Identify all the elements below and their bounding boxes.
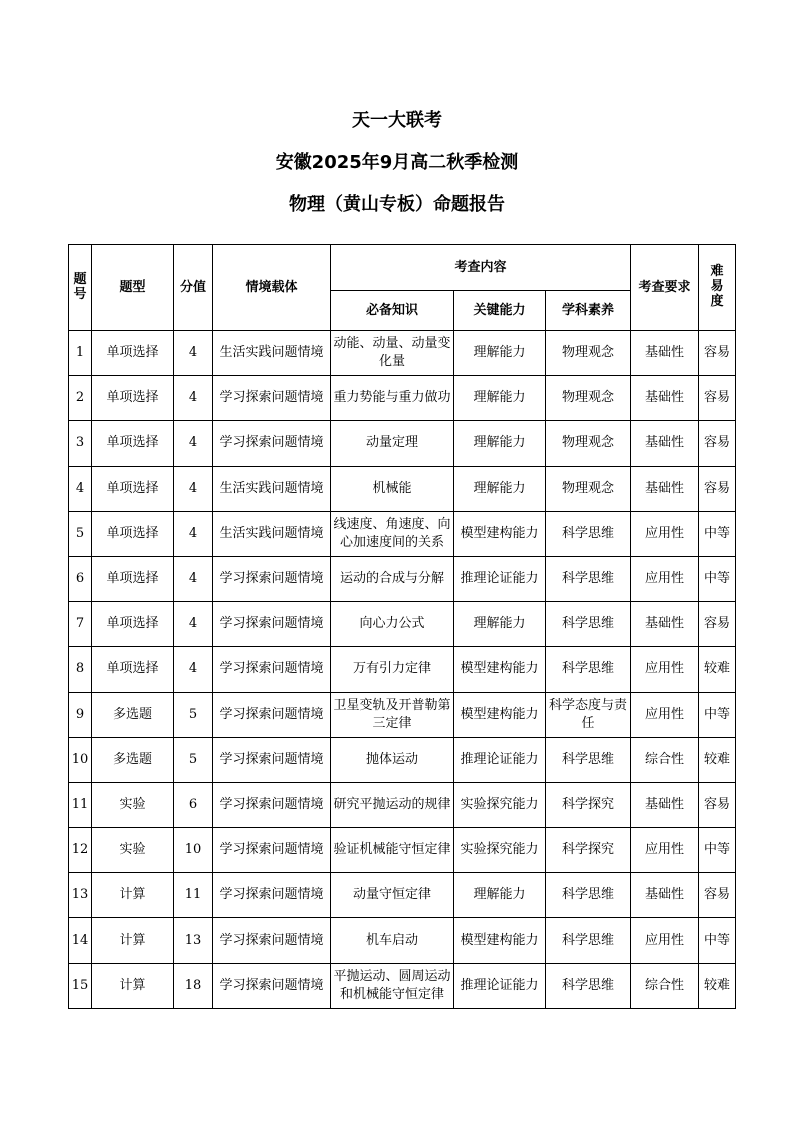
cell-requirement: 应用性 — [631, 918, 699, 963]
cell-score: 18 — [174, 963, 213, 1008]
cell-knowledge: 线速度、角速度、向心加速度间的关系 — [331, 511, 454, 556]
cell-type: 单项选择 — [92, 376, 174, 421]
cell-type: 单项选择 — [92, 331, 174, 376]
cell-knowledge: 研究平抛运动的规律 — [331, 782, 454, 827]
cell-requirement: 基础性 — [631, 466, 699, 511]
cell-difficulty: 容易 — [699, 602, 736, 647]
cell-ability: 理解能力 — [454, 602, 546, 647]
cell-number: 5 — [69, 511, 92, 556]
cell-number: 13 — [69, 873, 92, 918]
cell-number: 3 — [69, 421, 92, 466]
cell-context: 学习探索问题情境 — [213, 918, 331, 963]
cell-number: 8 — [69, 647, 92, 692]
header-content-group: 考查内容 — [331, 245, 631, 291]
cell-ability: 推理论证能力 — [454, 556, 546, 601]
header-context: 情境载体 — [213, 245, 331, 331]
header-score: 分值 — [174, 245, 213, 331]
cell-number: 11 — [69, 782, 92, 827]
cell-literacy: 科学探究 — [546, 828, 631, 873]
cell-knowledge: 向心力公式 — [331, 602, 454, 647]
cell-literacy: 物理观念 — [546, 331, 631, 376]
cell-requirement: 基础性 — [631, 421, 699, 466]
cell-literacy: 科学思维 — [546, 511, 631, 556]
header-number: 题号 — [69, 245, 92, 331]
cell-knowledge: 动量守恒定律 — [331, 873, 454, 918]
cell-literacy: 科学探究 — [546, 782, 631, 827]
cell-ability: 模型建构能力 — [454, 692, 546, 737]
table-row — [69, 602, 736, 647]
cell-difficulty: 容易 — [699, 421, 736, 466]
header-knowledge: 必备知识 — [331, 291, 454, 331]
cell-requirement: 应用性 — [631, 511, 699, 556]
cell-difficulty: 中等 — [699, 828, 736, 873]
table-row — [69, 692, 736, 737]
cell-number: 7 — [69, 602, 92, 647]
cell-number: 2 — [69, 376, 92, 421]
cell-type: 单项选择 — [92, 556, 174, 601]
cell-number: 14 — [69, 918, 92, 963]
cell-difficulty: 中等 — [699, 692, 736, 737]
header-difficulty: 难易度 — [699, 245, 736, 331]
cell-type: 单项选择 — [92, 421, 174, 466]
cell-difficulty: 中等 — [699, 511, 736, 556]
table-row — [69, 466, 736, 511]
cell-context: 生活实践问题情境 — [213, 331, 331, 376]
cell-score: 4 — [174, 376, 213, 421]
cell-requirement: 综合性 — [631, 963, 699, 1008]
cell-ability: 理解能力 — [454, 466, 546, 511]
cell-literacy: 物理观念 — [546, 421, 631, 466]
header-type: 题型 — [92, 245, 174, 331]
cell-ability: 理解能力 — [454, 873, 546, 918]
cell-ability: 理解能力 — [454, 421, 546, 466]
cell-difficulty: 较难 — [699, 963, 736, 1008]
cell-context: 生活实践问题情境 — [213, 466, 331, 511]
cell-context: 学习探索问题情境 — [213, 782, 331, 827]
table-row — [69, 828, 736, 873]
cell-number: 9 — [69, 692, 92, 737]
cell-score: 4 — [174, 556, 213, 601]
cell-knowledge: 卫星变轨及开普勒第三定律 — [331, 692, 454, 737]
header-ability: 关键能力 — [454, 291, 546, 331]
cell-type: 计算 — [92, 873, 174, 918]
cell-type: 实验 — [92, 782, 174, 827]
cell-type: 计算 — [92, 918, 174, 963]
cell-type: 计算 — [92, 963, 174, 1008]
cell-literacy: 科学思维 — [546, 918, 631, 963]
cell-score: 4 — [174, 466, 213, 511]
cell-score: 13 — [174, 918, 213, 963]
cell-difficulty: 容易 — [699, 376, 736, 421]
cell-score: 4 — [174, 511, 213, 556]
cell-difficulty: 中等 — [699, 918, 736, 963]
cell-context: 生活实践问题情境 — [213, 511, 331, 556]
report-title-subject: 物理（黄山专板）命题报告 — [289, 194, 505, 215]
table-row — [69, 331, 736, 376]
cell-difficulty: 中等 — [699, 556, 736, 601]
cell-score: 4 — [174, 331, 213, 376]
cell-type: 实验 — [92, 828, 174, 873]
cell-literacy: 科学思维 — [546, 647, 631, 692]
cell-context: 学习探索问题情境 — [213, 556, 331, 601]
table-row — [69, 963, 736, 1008]
cell-number: 12 — [69, 828, 92, 873]
cell-knowledge: 抛体运动 — [331, 737, 454, 782]
cell-context: 学习探索问题情境 — [213, 647, 331, 692]
cell-context: 学习探索问题情境 — [213, 602, 331, 647]
table-row — [69, 511, 736, 556]
cell-ability: 实验探究能力 — [454, 782, 546, 827]
cell-requirement: 应用性 — [631, 692, 699, 737]
cell-requirement: 应用性 — [631, 647, 699, 692]
cell-ability: 实验探究能力 — [454, 828, 546, 873]
cell-score: 11 — [174, 873, 213, 918]
cell-difficulty: 容易 — [699, 466, 736, 511]
table-row — [69, 376, 736, 421]
cell-ability: 模型建构能力 — [454, 647, 546, 692]
cell-score: 4 — [174, 602, 213, 647]
cell-knowledge: 重力势能与重力做功 — [331, 376, 454, 421]
cell-context: 学习探索问题情境 — [213, 873, 331, 918]
report-title-exam: 安徽2025年9月高二秋季检测 — [275, 152, 519, 173]
cell-knowledge: 万有引力定律 — [331, 647, 454, 692]
cell-ability: 理解能力 — [454, 331, 546, 376]
cell-context: 学习探索问题情境 — [213, 692, 331, 737]
cell-difficulty: 容易 — [699, 873, 736, 918]
header-requirement: 考查要求 — [631, 245, 699, 331]
cell-difficulty: 容易 — [699, 331, 736, 376]
cell-literacy: 科学思维 — [546, 873, 631, 918]
cell-score: 5 — [174, 737, 213, 782]
cell-knowledge: 平抛运动、圆周运动和机械能守恒定律 — [331, 963, 454, 1008]
proposition-table — [68, 244, 736, 1009]
cell-score: 5 — [174, 692, 213, 737]
cell-context: 学习探索问题情境 — [213, 828, 331, 873]
cell-context: 学习探索问题情境 — [213, 737, 331, 782]
table-row — [69, 873, 736, 918]
header-literacy: 学科素养 — [546, 291, 631, 331]
cell-requirement: 应用性 — [631, 556, 699, 601]
cell-literacy: 科学思维 — [546, 737, 631, 782]
cell-literacy: 科学态度与责任 — [546, 692, 631, 737]
report-title-org: 天一大联考 — [352, 110, 442, 131]
cell-ability: 推理论证能力 — [454, 963, 546, 1008]
cell-knowledge: 验证机械能守恒定律 — [331, 828, 454, 873]
cell-requirement: 基础性 — [631, 873, 699, 918]
table-row — [69, 782, 736, 827]
cell-type: 单项选择 — [92, 466, 174, 511]
table-body — [69, 331, 736, 1009]
table-row — [69, 737, 736, 782]
cell-literacy: 科学思维 — [546, 602, 631, 647]
cell-difficulty: 较难 — [699, 737, 736, 782]
table-row — [69, 647, 736, 692]
cell-knowledge: 机械能 — [331, 466, 454, 511]
cell-literacy: 物理观念 — [546, 376, 631, 421]
cell-difficulty: 较难 — [699, 647, 736, 692]
cell-difficulty: 容易 — [699, 782, 736, 827]
cell-type: 单项选择 — [92, 602, 174, 647]
cell-score: 4 — [174, 421, 213, 466]
cell-number: 6 — [69, 556, 92, 601]
cell-requirement: 应用性 — [631, 828, 699, 873]
cell-ability: 模型建构能力 — [454, 511, 546, 556]
cell-literacy: 科学思维 — [546, 963, 631, 1008]
cell-ability: 推理论证能力 — [454, 737, 546, 782]
cell-requirement: 基础性 — [631, 602, 699, 647]
cell-requirement: 基础性 — [631, 376, 699, 421]
cell-requirement: 综合性 — [631, 737, 699, 782]
cell-number: 1 — [69, 331, 92, 376]
cell-type: 多选题 — [92, 737, 174, 782]
cell-type: 单项选择 — [92, 647, 174, 692]
cell-score: 4 — [174, 647, 213, 692]
cell-context: 学习探索问题情境 — [213, 376, 331, 421]
cell-context: 学习探索问题情境 — [213, 963, 331, 1008]
cell-literacy: 科学思维 — [546, 556, 631, 601]
cell-number: 15 — [69, 963, 92, 1008]
table-row — [69, 421, 736, 466]
table-row — [69, 918, 736, 963]
cell-knowledge: 机车启动 — [331, 918, 454, 963]
cell-knowledge: 运动的合成与分解 — [331, 556, 454, 601]
cell-knowledge: 动能、动量、动量变化量 — [331, 331, 454, 376]
cell-score: 10 — [174, 828, 213, 873]
cell-requirement: 基础性 — [631, 782, 699, 827]
cell-number: 4 — [69, 466, 92, 511]
cell-type: 多选题 — [92, 692, 174, 737]
cell-literacy: 物理观念 — [546, 466, 631, 511]
cell-ability: 理解能力 — [454, 376, 546, 421]
cell-requirement: 基础性 — [631, 331, 699, 376]
table-row — [69, 556, 736, 601]
cell-type: 单项选择 — [92, 511, 174, 556]
cell-knowledge: 动量定理 — [331, 421, 454, 466]
cell-score: 6 — [174, 782, 213, 827]
cell-context: 学习探索问题情境 — [213, 421, 331, 466]
cell-number: 10 — [69, 737, 92, 782]
cell-ability: 模型建构能力 — [454, 918, 546, 963]
